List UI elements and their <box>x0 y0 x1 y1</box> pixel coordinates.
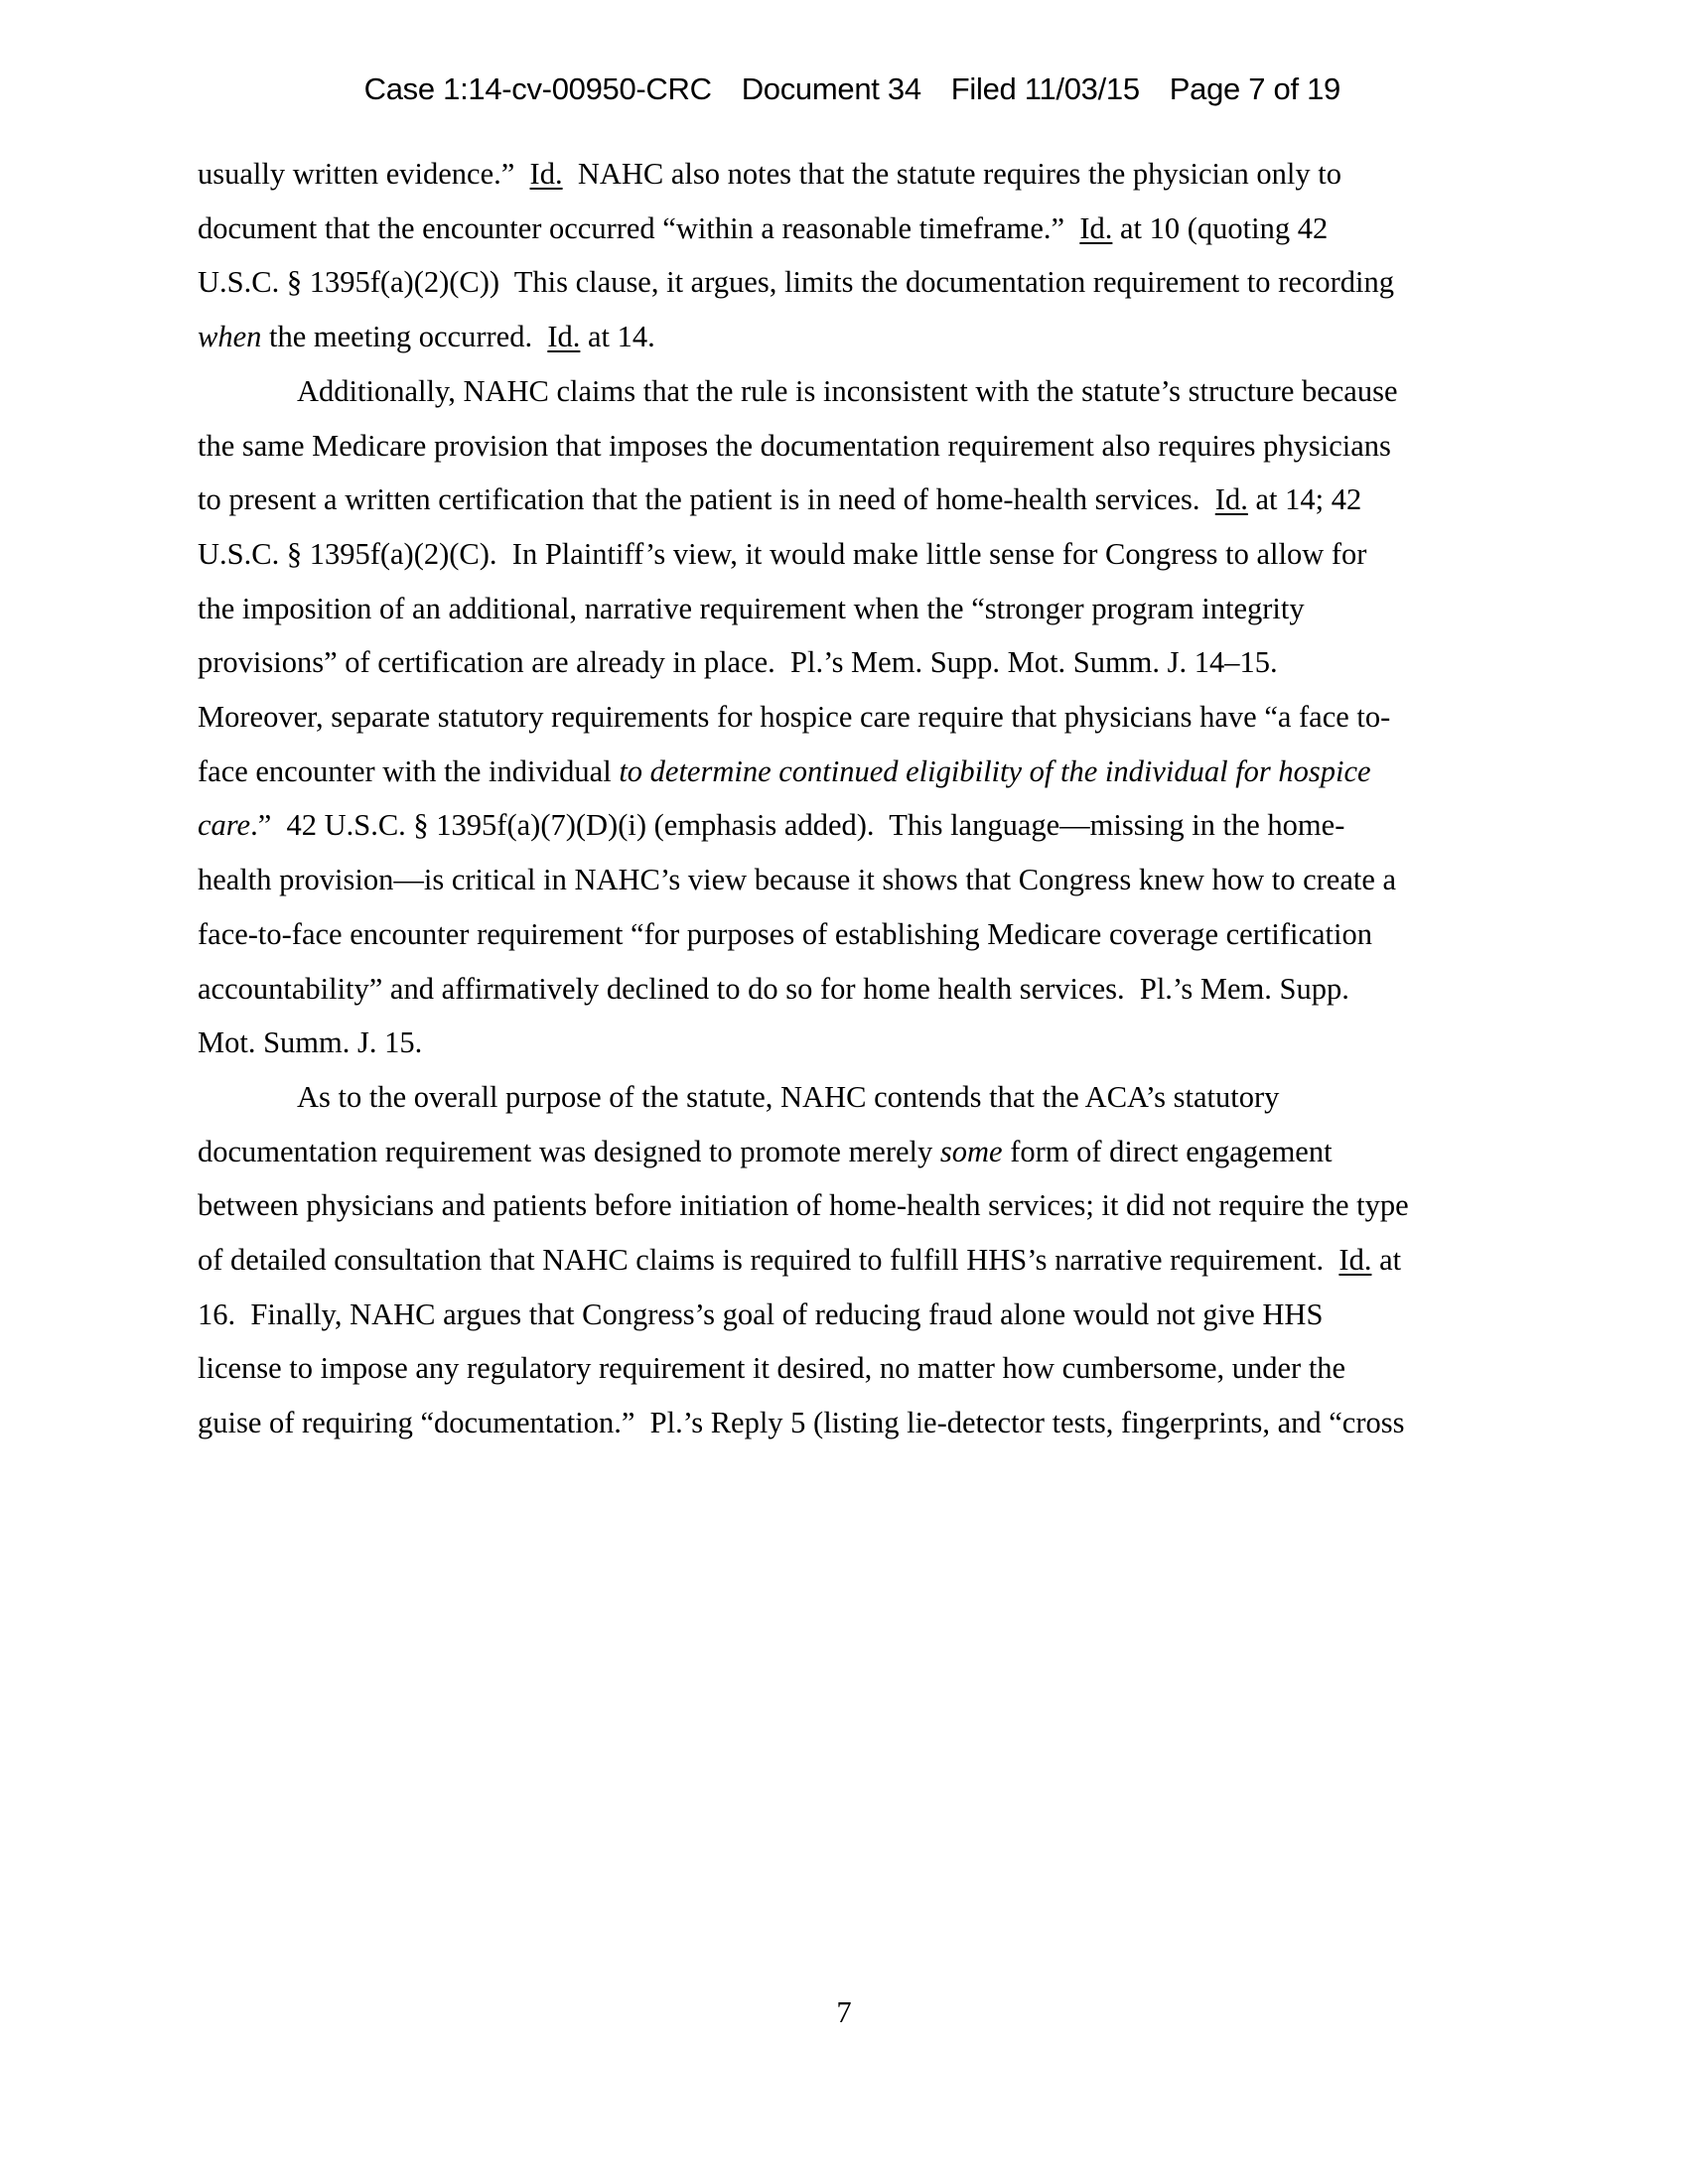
emphasis-text: when <box>198 320 262 354</box>
text-line <box>198 159 1341 190</box>
text-segment: health provision—is critical in NAHC’s view because it shows that Congress knew how to create a <box>198 863 1397 897</box>
text-segment: As to the overall purpose of the statute, NAHC contends that the ACA’s statutory <box>297 1079 1280 1114</box>
text-line <box>198 865 1396 895</box>
text-line <box>198 210 1329 245</box>
text-segment: usually written evidence.” <box>198 157 530 191</box>
text-segment: U.S.C. § 1395f(a)(2)(C). In Plaintiff’s view, it would make little sense for Congress to allow for <box>198 536 1367 571</box>
text-line <box>198 484 1361 515</box>
text-segment: at 10 (quoting 42 <box>1112 210 1329 245</box>
text-segment: document that the encounter occurred “within a reasonable timeframe.” <box>198 210 1080 245</box>
text-segment: at <box>1371 1243 1402 1277</box>
text-segment: accountability” and affirmatively declined to do so for home health services. Pl.’s Mem. Supp. <box>198 971 1349 1006</box>
text-line <box>198 1190 1409 1221</box>
text-line <box>198 1027 422 1058</box>
text-segment: NAHC also notes that the statute requires the physician only to <box>562 157 1341 191</box>
text-segment: Additionally, NAHC claims that the rule is inconsistent with the statute’s structure because <box>297 373 1398 408</box>
text-segment: the same Medicare provision that imposes the documentation requirement also requires physicians <box>198 428 1391 463</box>
text-line <box>198 1353 1345 1384</box>
text-segment: 16. Finally, NAHC argues that Congress’s goal of reducing fraud alone would not give HHS <box>198 1297 1324 1331</box>
citation-id: Id. <box>547 320 581 354</box>
emphasis-text: care <box>198 808 251 843</box>
text-segment: at 14; 42 <box>1247 482 1362 517</box>
text-segment: to present a written certification that the patient is in need of home-health services. <box>198 482 1215 517</box>
text-segment: guise of requiring “documentation.” Pl.’s Reply 5 (listing lie-detector tests, fingerprints, and “cross <box>198 1406 1405 1440</box>
page-number: 7 <box>836 1995 852 2029</box>
text-line <box>198 702 1390 733</box>
emphasis-text: some <box>939 1134 1003 1168</box>
text-line <box>198 916 1372 951</box>
text-line <box>198 536 1367 571</box>
citation-id: Id. <box>1079 210 1113 245</box>
text-segment: license to impose any regulatory requirement it desired, no matter how cumbersome, under the <box>198 1351 1346 1386</box>
case-number: Case 1:14-cv-00950-CRC <box>363 71 712 106</box>
text-segment: face-to-face encounter requirement “for purposes of establishing Medicare coverage certification <box>198 916 1372 951</box>
page-count: Page 7 of 19 <box>1169 71 1340 106</box>
text-line <box>198 1245 1401 1276</box>
text-segment: face encounter with the individual <box>198 753 620 788</box>
emphasis-text: to determine continued eligibility of the individual for hospice <box>619 753 1371 788</box>
text-segment: of detailed consultation that NAHC claims is required to fulfill HHS’s narrative requirement. <box>198 1243 1339 1277</box>
text-line <box>198 1299 1323 1330</box>
text-segment: form of direct engagement <box>1002 1134 1333 1168</box>
text-line <box>198 591 1305 625</box>
text-segment: Mot. Summ. J. 15. <box>198 1025 423 1060</box>
text-segment: documentation requirement was designed to promote merely <box>198 1134 940 1168</box>
filed-date: Filed 11/03/15 <box>950 71 1140 106</box>
text-segment: .” 42 U.S.C. § 1395f(a)(7)(D)(i) (emphasis added). This language—missing in the home- <box>250 808 1345 843</box>
text-line <box>198 1134 1333 1168</box>
text-segment: at 14. <box>580 320 655 354</box>
text-line <box>198 322 655 352</box>
document-number: Document 34 <box>741 71 921 106</box>
text-segment: the imposition of an additional, narrative requirement when the “stronger program integrity <box>198 591 1305 625</box>
text-line <box>198 810 1344 841</box>
text-segment: the meeting occurred. <box>261 320 548 354</box>
citation-id: Id. <box>529 157 563 191</box>
text-segment: between physicians and patients before initiation of home-health services; it did not require the type <box>198 1188 1409 1223</box>
text-line <box>198 647 1278 678</box>
text-segment: U.S.C. § 1395f(a)(2)(C)) This clause, it argues, limits the documentation requirement to recording <box>198 265 1395 300</box>
text-line <box>198 1408 1405 1438</box>
text-segment: provisions” of certification are already in place. Pl.’s Mem. Supp. Mot. Summ. J. 14–15. <box>198 645 1278 680</box>
case-header <box>0 36 1688 107</box>
text-segment: Moreover, separate statutory requirements for hospice care require that physicians have “a face to- <box>198 700 1391 734</box>
text-line <box>198 971 1349 1006</box>
text-line <box>297 373 1398 408</box>
text-line <box>198 428 1391 463</box>
citation-id: Id. <box>1338 1243 1372 1277</box>
citation-id: Id. <box>1214 482 1248 517</box>
text-line <box>198 267 1394 298</box>
text-line <box>198 753 1371 788</box>
text-line <box>297 1079 1280 1114</box>
